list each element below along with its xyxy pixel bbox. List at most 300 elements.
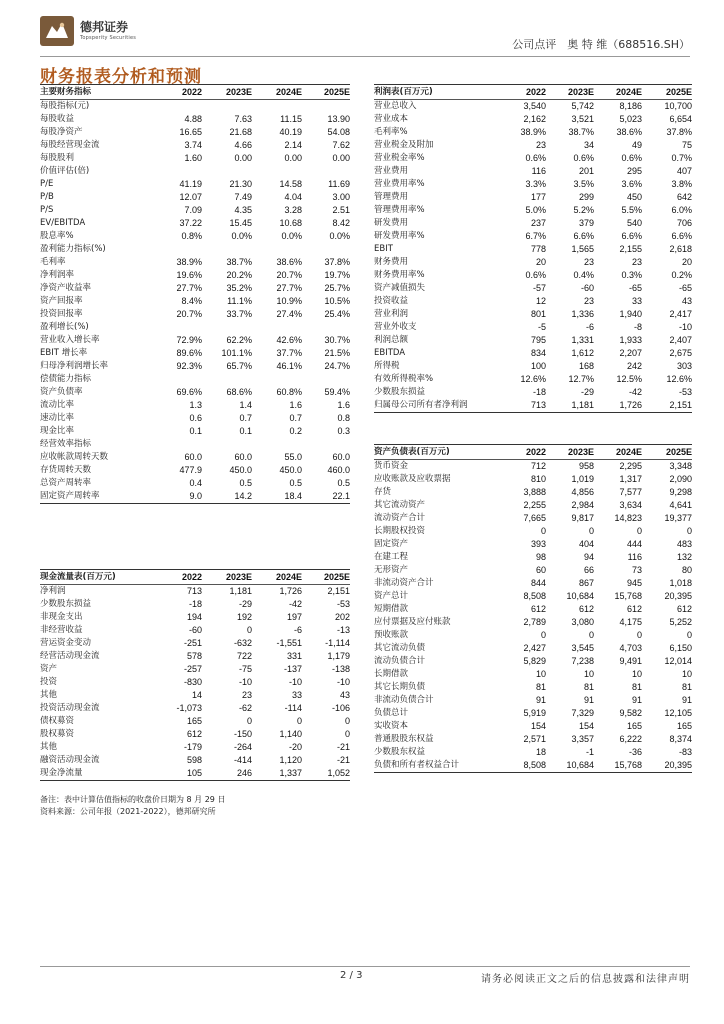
cell-value: 116 — [627, 552, 642, 562]
cell-value: 60.0 — [184, 452, 202, 462]
row-label: 存货周转天数 — [40, 465, 92, 475]
row-label: 每股指标(元) — [40, 101, 90, 111]
cell-value: 3,888 — [523, 487, 546, 497]
cell-value: 6.0% — [671, 205, 692, 215]
cell-value: 7,665 — [523, 513, 546, 523]
cell-value: -18 — [532, 387, 546, 397]
cell-value: 945 — [626, 578, 642, 588]
cell-value: 642 — [676, 192, 692, 202]
cell-value: 778 — [530, 244, 546, 254]
row-label: 毛利率% — [374, 127, 408, 137]
row-label: 每股净资产 — [40, 127, 83, 137]
row-label: 投资活动现金流 — [40, 703, 100, 713]
cell-value: 1,181 — [229, 586, 252, 596]
row-label: 短期借款 — [374, 604, 409, 614]
table-row — [40, 689, 350, 702]
cell-value: 194 — [186, 612, 202, 622]
cell-value: 60.0 — [234, 452, 252, 462]
table-row — [40, 217, 350, 230]
row-label: P/E — [40, 179, 54, 189]
cell-value: 38.9% — [176, 257, 202, 267]
cell-value: 3.6% — [621, 179, 642, 189]
cell-value: -5 — [537, 322, 546, 332]
cell-value: -53 — [336, 599, 350, 609]
cell-value: 43 — [339, 690, 350, 700]
table-row — [374, 386, 692, 399]
cell-value: 2,255 — [523, 500, 546, 510]
cell-value: -36 — [628, 747, 642, 757]
row-label: 所得税 — [374, 361, 400, 371]
cell-value: 25.4% — [324, 309, 350, 319]
cell-value: 2,984 — [571, 500, 594, 510]
footer-divider — [40, 966, 690, 967]
cell-value: 0.2% — [671, 270, 692, 280]
table-row — [40, 425, 350, 438]
cell-value: 12.6% — [520, 374, 546, 384]
cell-value: 6,654 — [669, 114, 692, 124]
cell-value: 1.4 — [239, 400, 252, 410]
table-row — [374, 694, 692, 707]
table-row — [374, 191, 692, 204]
cell-value: 3,080 — [571, 617, 594, 627]
row-label: 净利润 — [40, 586, 66, 596]
cell-value: -264 — [233, 742, 252, 752]
cell-value: 27.7% — [176, 283, 202, 293]
cell-value: 0 — [540, 630, 546, 640]
cell-value: 2025E — [642, 85, 692, 100]
table-row — [374, 321, 692, 334]
cell-value: 20 — [535, 257, 546, 267]
row-label: 营业利润 — [374, 309, 409, 319]
row-label: 普通股股东权益 — [374, 734, 434, 744]
cell-value: 2025E — [642, 445, 692, 460]
cell-value: 66 — [583, 565, 594, 575]
cell-value — [152, 373, 202, 386]
cell-value: -1,114 — [325, 638, 350, 648]
cell-value: 6.7% — [525, 231, 546, 241]
row-label: 营业费用 — [374, 166, 409, 176]
cell-value — [252, 165, 302, 178]
cell-value: 11.1% — [227, 296, 252, 306]
cell-value: 2023E — [546, 85, 594, 100]
cell-value: 13.90 — [327, 114, 350, 124]
row-label: 净资产收益率 — [40, 283, 92, 293]
cell-value: -21 — [336, 755, 350, 765]
cell-value: 450 — [626, 192, 642, 202]
table-row — [40, 321, 350, 334]
cell-value: 407 — [676, 166, 692, 176]
table-row — [40, 741, 350, 754]
row-label: 归属母公司所有者净利润 — [374, 399, 498, 413]
table-row — [374, 308, 692, 321]
table-row — [374, 603, 692, 616]
cell-value: 105 — [152, 767, 202, 781]
row-label: 长期借款 — [374, 669, 409, 679]
table-row — [40, 165, 350, 178]
cell-value — [202, 100, 252, 114]
cell-value: 68.6% — [226, 387, 252, 397]
cell-value: 21.68 — [229, 127, 252, 137]
cell-value: 4.66 — [234, 140, 252, 150]
cell-value: 165 — [676, 721, 692, 731]
cell-value: 379 — [578, 218, 594, 228]
row-label: 流动负债合计 — [374, 656, 426, 666]
cell-value: -60 — [188, 625, 202, 635]
cell-value: 0 — [686, 526, 692, 536]
cell-value — [152, 165, 202, 178]
row-label: 营业外收支 — [374, 322, 417, 332]
row-label: 价值评估(倍) — [40, 166, 90, 176]
cell-value: 0 — [636, 526, 642, 536]
table-row — [374, 204, 692, 217]
cell-value: -1,551 — [276, 638, 302, 648]
row-label: 研发费用率% — [374, 231, 425, 241]
table-row — [40, 308, 350, 321]
cell-value: 612 — [626, 604, 642, 614]
cell-value: 12,105 — [664, 708, 692, 718]
cell-value: 23 — [583, 296, 594, 306]
table-row — [40, 139, 350, 152]
cell-value: 37.22 — [179, 218, 202, 228]
cell-value: 12 — [535, 296, 546, 306]
cell-value: -414 — [233, 755, 252, 765]
key-indicators-table — [40, 84, 350, 504]
cell-value: 2025E — [302, 85, 350, 100]
table-row — [40, 191, 350, 204]
cell-value: 1,940 — [619, 309, 642, 319]
cell-value: 712 — [530, 461, 546, 471]
table-row — [374, 759, 692, 773]
cell-value: 246 — [202, 767, 252, 781]
cell-value: 10,700 — [664, 101, 692, 111]
cell-value: 0.6% — [525, 153, 546, 163]
row-label: 现金流量表(百万元) — [40, 570, 152, 585]
cell-value: 5,829 — [523, 656, 546, 666]
cell-value: 9,298 — [669, 487, 692, 497]
table-row — [374, 295, 692, 308]
table-row — [374, 139, 692, 152]
cell-value: 4.88 — [184, 114, 202, 124]
cell-value: 132 — [676, 552, 692, 562]
cell-value: 202 — [334, 612, 350, 622]
cell-value: 94 — [583, 552, 594, 562]
table-row — [374, 100, 692, 114]
table-row — [40, 624, 350, 637]
cell-value: 8.42 — [332, 218, 350, 228]
row-label: 资产负债率 — [40, 387, 83, 397]
note-source: 资料来源：公司年报（2021-2022），德邦研究所 — [40, 807, 216, 816]
note-closing-date: 备注：表中计算估值指标的收盘价日期为 8 月 29 日 — [40, 795, 226, 804]
table-row — [374, 720, 692, 733]
cell-value — [152, 438, 202, 451]
table-row — [374, 126, 692, 139]
table-row — [374, 399, 692, 413]
cell-value: 14.2 — [202, 490, 252, 504]
cell-value: 2024E — [252, 85, 302, 100]
cell-value: -10 — [238, 677, 252, 687]
cell-value: 0.8 — [337, 413, 350, 423]
table-row — [374, 733, 692, 746]
cell-value: 19.7% — [324, 270, 350, 280]
table-row — [374, 707, 692, 720]
row-label: 速动比率 — [40, 413, 75, 423]
row-label: 营业总收入 — [374, 101, 417, 111]
cell-value: 0.4 — [189, 478, 202, 488]
row-label: 流动资产合计 — [374, 513, 426, 523]
cell-value: 444 — [626, 539, 642, 549]
cell-value: 958 — [578, 461, 594, 471]
cell-value: 81 — [631, 682, 642, 692]
cell-value: 20,395 — [642, 759, 692, 773]
table-row — [40, 598, 350, 611]
cell-value: -114 — [284, 703, 302, 713]
cell-value — [152, 321, 202, 334]
cell-value: 0.0% — [329, 231, 350, 241]
cell-value: 834 — [530, 348, 546, 358]
table-row — [374, 473, 692, 486]
cell-value: 4,703 — [619, 643, 642, 653]
cell-value: 3.00 — [332, 192, 350, 202]
cell-value: 5,023 — [619, 114, 642, 124]
row-label: 投资 — [40, 677, 58, 687]
cell-value: 7.62 — [332, 140, 350, 150]
cell-value: -20 — [288, 742, 302, 752]
table-row — [40, 767, 350, 781]
cell-value: 60.8% — [276, 387, 302, 397]
row-label: 研发费用 — [374, 218, 409, 228]
cell-value: 801 — [530, 309, 546, 319]
header-divider — [40, 56, 690, 57]
table-row — [374, 217, 692, 230]
table-row — [40, 477, 350, 490]
cell-value: 3.8% — [671, 179, 692, 189]
cell-value: 5,919 — [523, 708, 546, 718]
row-label: 每股收益 — [40, 114, 75, 124]
cell-value — [252, 438, 302, 451]
cell-value: 4,641 — [669, 500, 692, 510]
cell-value: 2024E — [252, 570, 302, 585]
table-row — [374, 178, 692, 191]
cell-value: 15,768 — [614, 591, 642, 601]
cell-value: 0.6% — [621, 153, 642, 163]
cell-value: 6.6% — [573, 231, 594, 241]
cell-value: 2,675 — [669, 348, 692, 358]
cell-value: 1,019 — [571, 474, 594, 484]
cell-value: 1,565 — [571, 244, 594, 254]
cell-value: 16.65 — [179, 127, 202, 137]
cell-value: 38.7% — [568, 127, 594, 137]
table-header-row — [374, 85, 692, 100]
cell-value: 1,337 — [252, 767, 302, 781]
cell-value: 42.6% — [276, 335, 302, 345]
cell-value: 81 — [535, 682, 546, 692]
table-row — [374, 334, 692, 347]
cell-value: 3.5% — [573, 179, 594, 189]
cell-value: 10.68 — [279, 218, 302, 228]
cell-value: 19,377 — [664, 513, 692, 523]
cell-value: 15.45 — [229, 218, 252, 228]
cell-value: 2,571 — [523, 734, 546, 744]
cell-value: 92.3% — [176, 361, 202, 371]
cell-value: 0.5 — [337, 478, 350, 488]
table-row — [374, 230, 692, 243]
cell-value: 612 — [676, 604, 692, 614]
cell-value: 197 — [286, 612, 302, 622]
row-label: EBIT 增长率 — [40, 348, 88, 358]
cell-value: 2,427 — [523, 643, 546, 653]
cell-value: 37.7% — [276, 348, 302, 358]
cell-value: 23 — [535, 140, 546, 150]
cell-value: 1,612 — [571, 348, 594, 358]
row-label: 归母净利润增长率 — [40, 361, 109, 371]
table-row — [40, 126, 350, 139]
cell-value: 69.6% — [176, 387, 202, 397]
cell-value: 2,618 — [669, 244, 692, 254]
table-row — [374, 577, 692, 590]
cell-value: 19.6% — [176, 270, 202, 280]
table-row — [40, 334, 350, 347]
cell-value: -830 — [183, 677, 202, 687]
cell-value: 20,395 — [664, 591, 692, 601]
row-label: 每股经营现金流 — [40, 140, 100, 150]
cell-value: 4.35 — [234, 205, 252, 215]
cell-value: -257 — [183, 664, 202, 674]
cell-value: 10,684 — [566, 591, 594, 601]
row-label: 管理费用率% — [374, 205, 425, 215]
page-number: 2 / 3 — [340, 970, 363, 981]
cell-value: 303 — [676, 361, 692, 371]
cell-value: 62.2% — [226, 335, 252, 345]
cell-value: 713 — [186, 586, 202, 596]
cell-value: 37.8% — [666, 127, 692, 137]
cell-value: 14,823 — [614, 513, 642, 523]
cell-value: 460.0 — [327, 465, 350, 475]
cell-value: 237 — [530, 218, 546, 228]
row-label: 股息率% — [40, 231, 74, 241]
cell-value: 5.2% — [573, 205, 594, 215]
row-label: 资产总计 — [374, 591, 409, 601]
cell-value: 713 — [498, 399, 546, 413]
cell-value — [202, 373, 252, 386]
cell-value: 0.2 — [289, 426, 302, 436]
cell-value: 2,155 — [619, 244, 642, 254]
table-row — [374, 269, 692, 282]
row-label: 非流动负债合计 — [374, 695, 434, 705]
table-row — [40, 399, 350, 412]
cell-value: 1,331 — [571, 335, 594, 345]
table-row — [374, 525, 692, 538]
cell-value: 0.00 — [284, 153, 302, 163]
row-label: 其他 — [40, 742, 58, 752]
cell-value: 101.1% — [221, 348, 252, 358]
cell-value: 2024E — [594, 85, 642, 100]
row-label: 经营效率指标 — [40, 439, 92, 449]
table-row — [374, 113, 692, 126]
row-label: 非经营收益 — [40, 625, 83, 635]
cell-value: 0.8% — [181, 231, 202, 241]
cell-value: 404 — [578, 539, 594, 549]
cell-value: 5,252 — [669, 617, 692, 627]
row-label: 其它流动负债 — [374, 643, 426, 653]
cell-value: 2.51 — [332, 205, 350, 215]
cell-value: 0 — [344, 716, 350, 726]
cell-value: 4,175 — [619, 617, 642, 627]
cell-value: 0 — [344, 729, 350, 739]
table-row — [374, 152, 692, 165]
cell-value: -42 — [288, 599, 302, 609]
table-row — [374, 590, 692, 603]
cell-value: 60 — [535, 565, 546, 575]
row-label: 资产 — [40, 664, 58, 674]
row-label: 投资收益 — [374, 296, 409, 306]
company-logo-icon — [40, 16, 74, 46]
cell-value: 0 — [686, 630, 692, 640]
cell-value: 0 — [246, 716, 252, 726]
cell-value: 477.9 — [179, 465, 202, 475]
table-row — [40, 282, 350, 295]
cell-value: -83 — [678, 747, 692, 757]
row-label: 营业税金率% — [374, 153, 425, 163]
table-row — [40, 637, 350, 650]
row-label: 资产负债表(百万元) — [374, 445, 498, 460]
table-row — [40, 715, 350, 728]
cell-value: 2024E — [594, 445, 642, 460]
cell-value — [202, 321, 252, 334]
cell-value: 8,186 — [619, 101, 642, 111]
cell-value: 3,521 — [571, 114, 594, 124]
table-row — [40, 464, 350, 477]
cell-value — [302, 243, 350, 256]
table-row — [374, 282, 692, 295]
cell-value: 1,317 — [619, 474, 642, 484]
row-label: 债权募资 — [40, 716, 75, 726]
table-row — [40, 152, 350, 165]
table-row — [374, 629, 692, 642]
cell-value: 10.9% — [276, 296, 302, 306]
cell-value: 40.19 — [279, 127, 302, 137]
cell-value: 23 — [241, 690, 252, 700]
cell-value: 6,150 — [669, 643, 692, 653]
row-label: 其他 — [40, 690, 58, 700]
cell-value: 20.7% — [276, 270, 302, 280]
table-row — [40, 256, 350, 269]
row-label: 营业成本 — [374, 114, 409, 124]
table-row — [374, 460, 692, 474]
row-label: 总资产周转率 — [40, 478, 92, 488]
income-statement-table — [374, 84, 692, 413]
report-info: 公司点评 奥 特 维（688516.SH） — [512, 38, 690, 51]
cell-value: 844 — [530, 578, 546, 588]
cell-value — [152, 100, 202, 114]
cell-value: 192 — [236, 612, 252, 622]
cell-value: 23 — [631, 257, 642, 267]
table-row — [40, 347, 350, 360]
cell-value: 20 — [681, 257, 692, 267]
table-row — [374, 668, 692, 681]
cell-value: 11.15 — [280, 114, 302, 124]
cell-value: 450.0 — [279, 465, 302, 475]
cell-value: 1,140 — [279, 729, 302, 739]
row-label: 营业税金及附加 — [374, 140, 434, 150]
cell-value: -632 — [233, 638, 252, 648]
cell-value: 3,545 — [571, 643, 594, 653]
row-label: 存货 — [374, 487, 392, 497]
cell-value: 46.1% — [276, 361, 302, 371]
table-row — [40, 360, 350, 373]
cell-value: 15,768 — [594, 759, 642, 773]
cell-value: 60.0 — [332, 452, 350, 462]
cell-value: 165 — [626, 721, 642, 731]
